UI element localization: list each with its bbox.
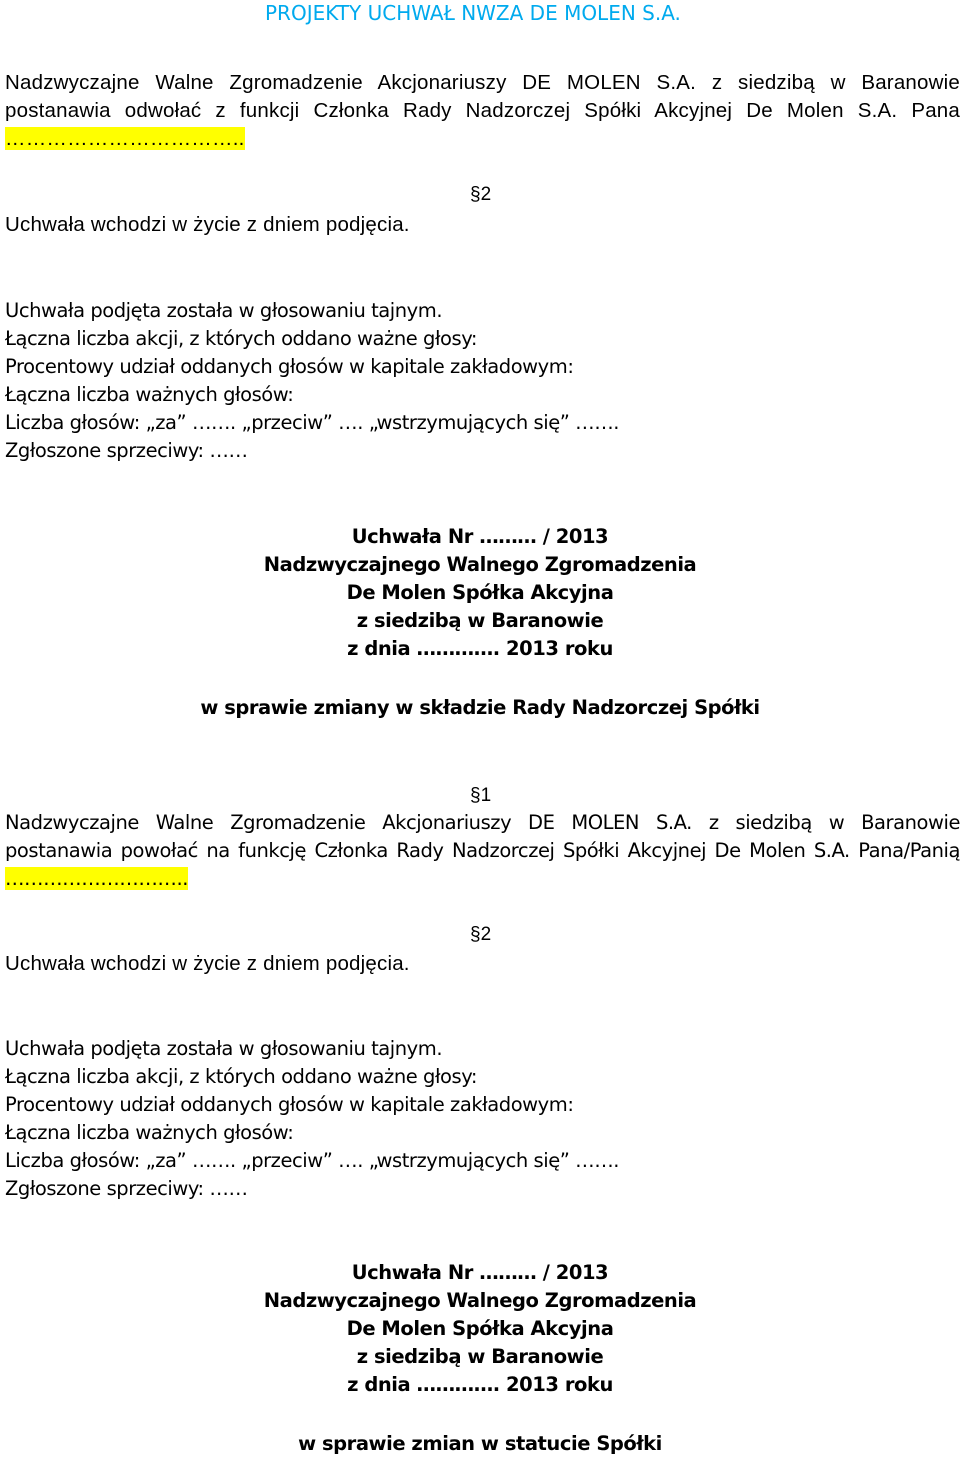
resolution-title-number: Uchwała Nr ……… / 2013 bbox=[351, 1261, 609, 1284]
section-number: 1 bbox=[480, 785, 492, 806]
resolution-subject: w sprawie zmiany w składzie Rady Nadzorczej Spółki bbox=[200, 696, 760, 719]
resolution-paragraph-line: postanawia odwołać z funkcji Członka Rady Nadzorczej Spółki Akcyjnej De Molen S.A. Pana bbox=[5, 99, 960, 122]
page-header: PROJEKTY UCHWAŁ NWZA DE MOLEN S.A. bbox=[265, 1, 681, 25]
vote-count-line: Liczba głosów: „za” ……. „przeciw” …. „wstrzymujących się” ……. bbox=[5, 411, 620, 434]
section-symbol: § bbox=[470, 184, 481, 205]
resolution-title-company: De Molen Spółka Akcyjna bbox=[346, 581, 614, 604]
blank-name-field: ……………………….. bbox=[5, 867, 188, 890]
effect-clause: Uchwała wchodzi w życie z dniem podjęcia. bbox=[5, 213, 410, 236]
vote-info-line: Procentowy udział oddanych głosów w kapitale zakładowym: bbox=[5, 355, 574, 378]
resolution-paragraph-line: Nadzwyczajne Walne Zgromadzenie Akcjonariuszy DE MOLEN S.A. z siedzibą w Baranowie bbox=[5, 71, 960, 94]
resolution-title-company: De Molen Spółka Akcyjna bbox=[346, 1317, 614, 1340]
section-number: 2 bbox=[480, 924, 492, 945]
section-symbol: § bbox=[470, 785, 481, 806]
section-mark bbox=[470, 785, 491, 807]
section-number: 2 bbox=[480, 184, 492, 205]
resolution-paragraph-line: postanawia powołać na funkcję Członka Rady Nadzorczej Spółki Akcyjnej De Molen S.A. Pana/Panią bbox=[5, 839, 960, 862]
resolution-title-body: Nadzwyczajnego Walnego Zgromadzenia bbox=[263, 553, 697, 576]
vote-info-line: Łączna liczba akcji, z których oddano ważne głosy: bbox=[5, 327, 478, 350]
vote-info-line: Łączna liczba ważnych głosów: bbox=[5, 1121, 294, 1144]
resolution-title-seat: z siedzibą w Baranowie bbox=[356, 1345, 604, 1368]
vote-info-line: Łączna liczba akcji, z których oddano ważne głosy: bbox=[5, 1065, 478, 1088]
vote-info-line: Uchwała podjęta została w głosowaniu tajnym. bbox=[5, 1037, 443, 1060]
section-mark bbox=[470, 184, 491, 206]
vote-count-line: Liczba głosów: „za” ……. „przeciw” …. „wstrzymujących się” ……. bbox=[5, 1149, 620, 1172]
effect-clause: Uchwała wchodzi w życie z dniem podjęcia. bbox=[5, 952, 410, 975]
vote-info-line: Łączna liczba ważnych głosów: bbox=[5, 383, 294, 406]
resolution-title-date: z dnia …………. 2013 roku bbox=[347, 637, 613, 660]
section-mark bbox=[470, 924, 491, 946]
resolution-paragraph-line: Nadzwyczajne Walne Zgromadzenie Akcjonariuszy DE MOLEN S.A. z siedzibą w Baranowie bbox=[5, 811, 960, 834]
resolution-subject: w sprawie zmian w statucie Spółki bbox=[298, 1432, 662, 1455]
resolution-title-number: Uchwała Nr ……… / 2013 bbox=[351, 525, 609, 548]
section-symbol: § bbox=[470, 924, 481, 945]
vote-info-line: Procentowy udział oddanych głosów w kapitale zakładowym: bbox=[5, 1093, 574, 1116]
resolution-title-seat: z siedzibą w Baranowie bbox=[356, 609, 604, 632]
objections-line: Zgłoszone sprzeciwy: …… bbox=[5, 439, 248, 462]
resolution-title-date: z dnia …………. 2013 roku bbox=[347, 1373, 613, 1396]
blank-name-field: …………………………….. bbox=[5, 127, 245, 150]
resolution-title-body: Nadzwyczajnego Walnego Zgromadzenia bbox=[263, 1289, 697, 1312]
vote-info-line: Uchwała podjęta została w głosowaniu tajnym. bbox=[5, 299, 443, 322]
objections-line: Zgłoszone sprzeciwy: …… bbox=[5, 1177, 248, 1200]
